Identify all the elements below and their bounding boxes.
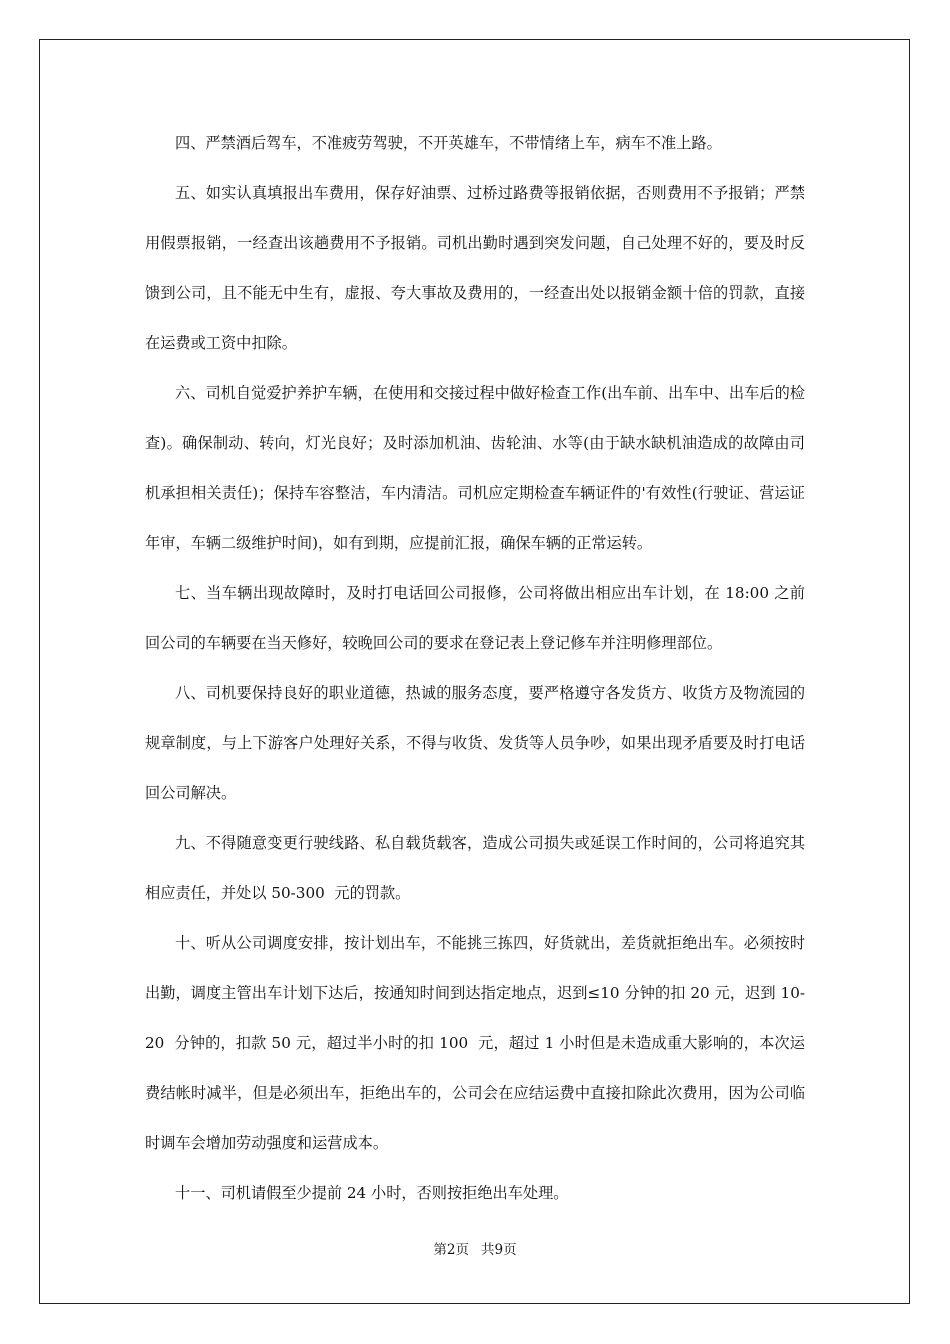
paragraph-rule-10: 十、听从公司调度安排，按计划出车，不能挑三拣四，好货就出，差货就拒绝出车。必须按时出勤，调度主管出车计划下达后，按通知时间到达指定地点，迟到≤10 分钟的扣 20 元，迟到 10-20 分钟的，扣款 50 元，超过半小时的扣 100 元，超过 1 小时但是未造成重大影响的，本次运费结帐时减半，但是必须出车，拒绝出车的，公司会在应结运费中直接扣除此次费用，因为公司临时调车会增加劳动强度和运营成本。 <box>145 934 805 1152</box>
paragraph-rule-5: 五、如实认真填报出车费用，保存好油票、过桥过路费等报销依据，否则费用不予报销；严禁用假票报销，一经查出该趟费用不予报销。司机出勤时遇到突发问题，自己处理不好的，要及时反馈到公司，且不能无中生有，虚报、夸大事故及费用的，一经查出处以报销金额十倍的罚款，直接在运费或工资中扣除。 <box>145 184 805 352</box>
paragraph-rule-8: 八、司机要保持良好的职业道德，热诚的服务态度，要严格遵守各发货方、收货方及物流园的规章制度，与上下游客户处理好关系，不得与收货、发货等人员争吵，如果出现矛盾要及时打电话回公司解决。 <box>145 684 805 802</box>
page-footer <box>0 1240 950 1260</box>
paragraph-rule-4: 四、严禁酒后驾车，不准疲劳驾驶，不开英雄车，不带情绪上车，病车不准上路。 <box>175 134 722 152</box>
paragraph-rule-11: 十一、司机请假至少提前 24 小时，否则按拒绝出车处理。 <box>175 1184 569 1202</box>
page-number: 第2页 <box>433 1242 469 1258</box>
paragraph-rule-7: 七、当车辆出现故障时，及时打电话回公司报修，公司将做出相应出车计划，在 18:00 之前回公司的车辆要在当天修好，较晚回公司的要求在登记表上登记修车并注明修理部位。 <box>145 584 805 652</box>
paragraph-rule-9: 九、不得随意变更行驶线路、私自载货载客，造成公司损失或延误工作时间的，公司将追究其相应责任，并处以 50-300 元的罚款。 <box>145 834 805 902</box>
page-total: 共9页 <box>481 1242 517 1258</box>
paragraph-rule-6: 六、司机自觉爱护养护车辆，在使用和交接过程中做好检查工作(出车前、出车中、出车后的检查)。确保制动、转向，灯光良好；及时添加机油、齿轮油、水等(由于缺水缺机油造成的故障由司机承担相关责任)；保持车容整洁，车内清洁。司机应定期检查车辆证件的'有效性(行驶证、营运证年审，车辆二级维护时间)，如有到期，应提前汇报，确保车辆的正常运转。 <box>145 384 805 552</box>
document-body <box>145 118 805 1218</box>
